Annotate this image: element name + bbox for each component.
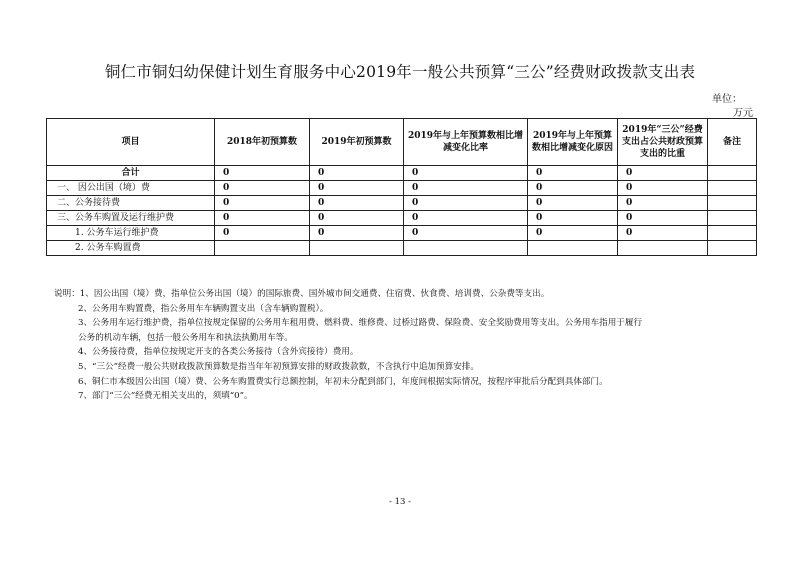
cell: 0 — [215, 196, 310, 211]
unit-value: 万元 — [733, 108, 753, 119]
cell — [404, 241, 528, 256]
row-label: 三、公务车购置及运行维护费 — [47, 211, 215, 226]
note-line: 3、公务用车运行维护费，指单位按规定保留的公务用车租用费、燃料费、维修费、过桥过路费、保险费、安全奖励费用等支出。公务用车指用于履行 — [78, 318, 643, 329]
cell — [708, 166, 757, 181]
notes — [54, 287, 754, 404]
cell: 0 — [618, 196, 708, 211]
cell: 0 — [618, 211, 708, 226]
cell: 0 — [404, 166, 528, 181]
cell: 0 — [528, 211, 618, 226]
header-2018-budget: 2018年初预算数 — [215, 119, 310, 166]
cell: 0 — [404, 226, 528, 241]
cell: 0 — [528, 166, 618, 181]
cell: 0 — [215, 181, 310, 196]
row-label: 2. 公务车购置费 — [47, 241, 215, 256]
cell: 0 — [404, 196, 528, 211]
row-label: 一、 因公出国（境）费 — [47, 181, 215, 196]
cell: 0 — [404, 211, 528, 226]
cell — [215, 241, 310, 256]
cell — [708, 211, 757, 226]
cell: 0 — [310, 166, 404, 181]
cell: 0 — [310, 196, 404, 211]
cell: 0 — [310, 211, 404, 226]
cell: 0 — [310, 181, 404, 196]
page-number: - 13 - — [389, 497, 411, 507]
cell: 0 — [618, 226, 708, 241]
cell — [708, 196, 757, 211]
cell: 0 — [215, 166, 310, 181]
note-line: 6、铜仁市本级因公出国（境）费、公务车购置费实行总额控制，年初未分配到部门，年度间根据实际情况，按程序审批后分配到具体部门。 — [78, 376, 608, 387]
unit-label: 单位： — [712, 94, 742, 105]
cell: 0 — [618, 181, 708, 196]
header-change-reason: 2019年与上年预算数相比增减变化原因 — [528, 119, 618, 166]
cell: 0 — [618, 166, 708, 181]
cell: 0 — [215, 211, 310, 226]
cell: 0 — [528, 226, 618, 241]
cell: 0 — [528, 181, 618, 196]
header-2019-budget: 2019年初预算数 — [310, 119, 404, 166]
note-line: 公务的机动车辆，包括一般公务用车和执法执勤用车等。 — [78, 332, 293, 343]
cell — [708, 241, 757, 256]
header-change-rate: 2019年与上年预算数相比增减变化比率 — [404, 119, 528, 166]
note-line: 5、“三公”经费一般公共财政拨款预算数是指当年年初预算安排的财政拨款数，不含执行中追加预算安排。 — [78, 361, 479, 372]
cell: 0 — [215, 226, 310, 241]
table-row — [47, 226, 757, 241]
header-item: 项目 — [47, 119, 215, 166]
cell — [708, 181, 757, 196]
cell: 0 — [310, 226, 404, 241]
cell: 0 — [404, 181, 528, 196]
note-line: 4、公务接待费，指单位按规定开支的各类公务接待（含外宾接待）费用。 — [78, 347, 359, 358]
table-row — [47, 241, 757, 256]
table-row — [47, 166, 757, 181]
cell — [528, 241, 618, 256]
note-line: 说明：1、因公出国（境）费，指单位公务出国（境）的国际旅费、国外城市间交通费、住宿费、伙食费、培训费、公杂费等支出。 — [54, 289, 550, 299]
table-row — [47, 196, 757, 211]
table-header-row — [47, 119, 757, 166]
cell — [310, 241, 404, 256]
row-label: 1. 公务车运行维护费 — [47, 226, 215, 241]
budget-table — [46, 118, 757, 256]
row-label: 合计 — [47, 166, 215, 181]
cell — [708, 226, 757, 241]
header-share: 2019年“三公”经费支出占公共财政预算支出的比重 — [618, 119, 708, 166]
page-title: 铜仁市铜妇幼保健计划生育服务中心2019年一般公共预算“三公”经费财政拨款支出表 — [104, 63, 696, 81]
cell — [618, 241, 708, 256]
cell: 0 — [528, 196, 618, 211]
header-remark: 备注 — [708, 119, 757, 166]
note-line: 7、部门“三公”经费无相关支出的，须填“0”。 — [78, 391, 253, 402]
table-row — [47, 181, 757, 196]
row-label: 二、公务接待费 — [47, 196, 215, 211]
note-line: 2、公务用车购置费，指公务用车车辆购置支出（含车辆购置税）。 — [78, 303, 329, 314]
table-row — [47, 211, 757, 226]
